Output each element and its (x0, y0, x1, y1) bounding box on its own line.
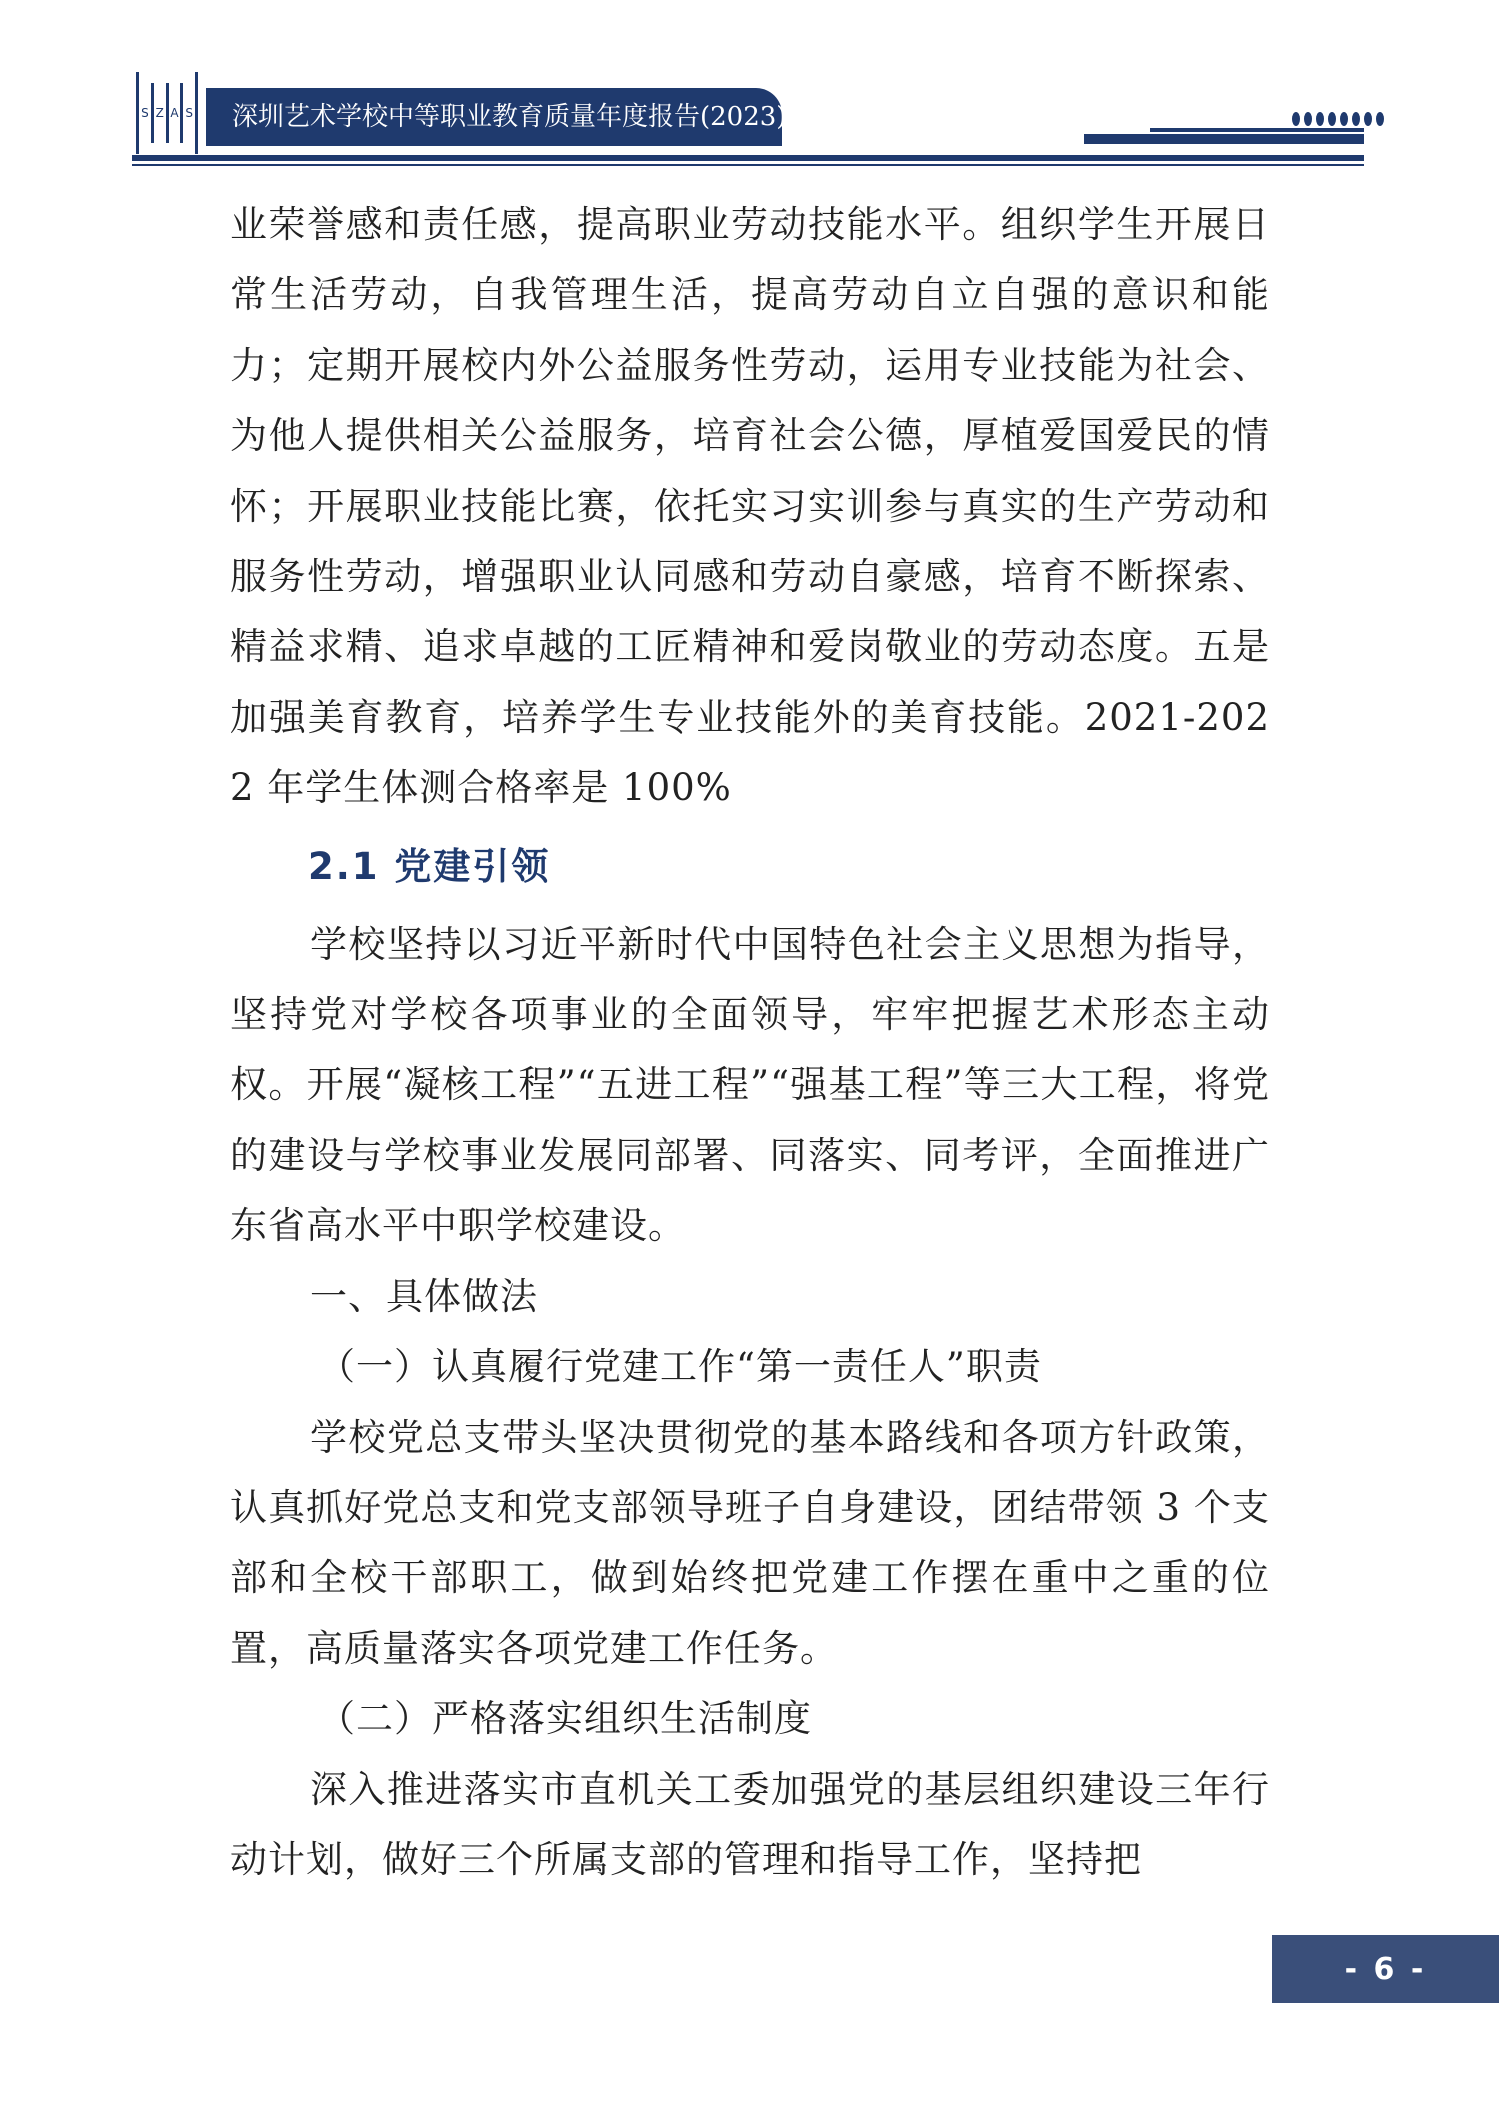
subheading-organization-life: （二）严格落实组织生活制度 (318, 1697, 812, 1741)
header-accent-bar (1084, 134, 1364, 144)
logo-letter: S (185, 106, 193, 120)
header-accent-line (1150, 128, 1364, 132)
logo-letter: Z (155, 106, 164, 120)
dot (1292, 112, 1300, 126)
paragraph-party-branch: 学校党总支带头坚决贯彻党的基本路线和各项方针政策，认真抓好党总支和党支部领导班子自身建设，团结带领 3 个支部和全校干部职工，做到始终把党建工作摆在重中之重的位置，高质量落实各项党建工作任务。 (230, 1415, 1270, 1670)
page-number: - 6 - (1272, 1935, 1499, 2003)
dot (1352, 112, 1360, 126)
logo-bar (136, 72, 139, 154)
school-logo (136, 72, 198, 154)
header-dots-decoration (1292, 112, 1384, 126)
report-title: 深圳艺术学校中等职业教育质量年度报告(2023) (232, 102, 787, 132)
header-rule (132, 155, 1364, 161)
logo-bar (195, 72, 198, 154)
dot (1304, 112, 1312, 126)
dot (1364, 112, 1372, 126)
logo-bar (166, 83, 169, 143)
paragraph-party-leadership: 学校坚持以习近平新时代中国特色社会主义思想为指导，坚持党对学校各项事业的全面领导，牢牢把握艺术形态主动权。开展“凝核工程”“五进工程”“强基工程”等三大工程，将党的建设与学校事业发展同部署、同落实、同考评，全面推进广东省高水平中职学校建设。 (230, 922, 1270, 1248)
logo-letter: S (141, 106, 149, 120)
logo-letter: A (170, 106, 179, 120)
dot (1340, 112, 1348, 126)
page-content (230, 190, 1270, 1895)
dot (1376, 112, 1384, 126)
dot (1316, 112, 1324, 126)
paragraph-labor-education: 业荣誉感和责任感，提高职业劳动技能水平。组织学生开展日常生活劳动，自我管理生活，提高劳动自立自强的意识和能力；定期开展校内外公益服务性劳动，运用专业技能为社会、为他人提供相关公益服务，培育社会公德，厚植爱国爱民的情怀；开展职业技能比赛，依托实习实训参与真实的生产劳动和服务性劳动，增强职业认同感和劳动自豪感，培育不断探索、精益求精、追求卓越的工匠精神和爱岗敬业的劳动态度。五是加强美育教育，培养学生专业技能外的美育技能。2021-2022 年学生体测合格率是 100% (230, 203, 1270, 810)
logo-bar (151, 83, 154, 143)
section-heading: 2.1 党建引领 (308, 844, 551, 888)
logo-bar (180, 83, 183, 143)
dot (1328, 112, 1336, 126)
subheading-practices: 一、具体做法 (310, 1274, 538, 1318)
paragraph-action-plan: 深入推进落实市直机关工委加强党的基层组织建设三年行动计划，做好三个所属支部的管理和指导工作，坚持把 (230, 1767, 1270, 1881)
header-rule-thin (132, 164, 1364, 166)
subheading-responsibility: （一）认真履行党建工作“第一责任人”职责 (318, 1345, 1042, 1389)
